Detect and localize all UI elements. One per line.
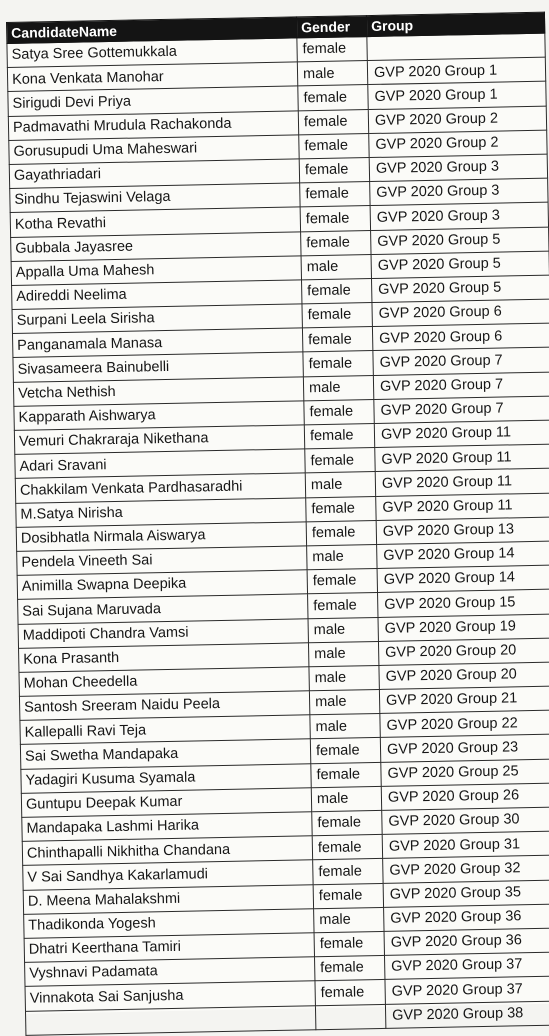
group-cell: GVP 2020 Group 37 bbox=[384, 952, 549, 980]
gender-cell: female bbox=[298, 85, 368, 111]
candidate-name-cell: Sai Sujana Maruvada bbox=[18, 594, 308, 624]
group-cell: GVP 2020 Group 31 bbox=[382, 831, 549, 859]
candidate-name-cell: Satya Sree Gottemukkala bbox=[7, 38, 297, 68]
group-cell: GVP 2020 Group 36 bbox=[384, 904, 549, 932]
candidate-name-cell: Kapparath Aishwarya bbox=[14, 401, 304, 431]
group-cell: GVP 2020 Group 5 bbox=[371, 275, 549, 303]
gender-cell: female bbox=[301, 230, 371, 256]
gender-cell: male bbox=[311, 786, 381, 812]
gender-cell: female bbox=[300, 182, 370, 208]
gender-cell: female bbox=[304, 424, 374, 450]
group-cell: GVP 2020 Group 7 bbox=[373, 348, 549, 376]
group-cell: GVP 2020 Group 3 bbox=[370, 178, 548, 206]
gender-cell: female bbox=[313, 859, 383, 885]
candidate-name-cell: Vemuri Chakraraja Nikethana bbox=[14, 425, 304, 455]
table-body bbox=[7, 33, 549, 1035]
candidate-name-cell: Sindhu Tejaswini Velaga bbox=[10, 183, 300, 213]
candidate-name-cell: D. Meena Mahalakshmi bbox=[23, 884, 313, 914]
gender-cell: female bbox=[312, 835, 382, 861]
gender-cell: female bbox=[302, 278, 372, 304]
candidate-name-cell: Mohan Cheedella bbox=[19, 667, 309, 697]
group-cell: GVP 2020 Group 23 bbox=[380, 734, 549, 762]
group-cell: GVP 2020 Group 2 bbox=[369, 130, 547, 158]
group-cell: GVP 2020 Group 38 bbox=[385, 1000, 549, 1028]
gender-cell: female bbox=[299, 133, 369, 159]
candidate-name-cell: Thadikonda Yogesh bbox=[24, 909, 314, 939]
gender-cell: female bbox=[315, 980, 385, 1006]
candidate-name-cell: Dosibhatla Nirmala Aiswarya bbox=[16, 522, 306, 552]
candidate-name-cell: Vinnakota Sai Sanjusha bbox=[25, 981, 315, 1011]
candidate-name-cell: Sivasameera Bainubelli bbox=[13, 352, 303, 382]
gender-cell: male bbox=[301, 254, 371, 280]
candidate-name-cell: Padmavathi Mrudula Rachakonda bbox=[8, 110, 298, 140]
gender-cell: female bbox=[314, 931, 384, 957]
gender-cell: female bbox=[313, 883, 383, 909]
gender-cell: female bbox=[315, 956, 385, 982]
gender-cell: male bbox=[310, 714, 380, 740]
candidate-name-cell: Dhatri Keerthana Tamiri bbox=[24, 933, 314, 963]
candidate-name-cell: Kotha Revathi bbox=[10, 207, 300, 237]
group-cell: GVP 2020 Group 15 bbox=[378, 589, 549, 617]
gender-cell: male bbox=[308, 641, 378, 667]
candidate-name-cell: Panganamala Manasa bbox=[12, 328, 302, 358]
gender-cell: male bbox=[308, 617, 378, 643]
group-cell: GVP 2020 Group 14 bbox=[377, 541, 549, 569]
gender-cell: female bbox=[306, 520, 376, 546]
header-gender: Gender bbox=[296, 16, 366, 38]
candidate-name-cell: Maddipoti Chandra Vamsi bbox=[18, 618, 308, 648]
group-cell: GVP 2020 Group 11 bbox=[374, 420, 549, 448]
gender-cell: male bbox=[309, 690, 379, 716]
candidate-name-cell: Appalla Uma Mahesh bbox=[11, 256, 301, 286]
gender-cell: male bbox=[297, 61, 367, 87]
candidate-name-cell: Guntupu Deepak Kumar bbox=[21, 788, 311, 818]
group-cell: GVP 2020 Group 30 bbox=[382, 807, 549, 835]
group-cell: GVP 2020 Group 20 bbox=[379, 662, 549, 690]
group-cell: GVP 2020 Group 14 bbox=[377, 565, 549, 593]
group-cell: GVP 2020 Group 32 bbox=[383, 855, 549, 883]
candidate-name-cell: Adari Sravani bbox=[15, 449, 305, 479]
group-cell: GVP 2020 Group 6 bbox=[372, 299, 549, 327]
group-cell: GVP 2020 Group 6 bbox=[372, 323, 549, 351]
candidate-name-cell: M.Satya Nirisha bbox=[16, 497, 306, 527]
gender-cell: female bbox=[297, 37, 367, 63]
gender-cell: female bbox=[310, 738, 380, 764]
group-cell: GVP 2020 Group 19 bbox=[378, 614, 549, 642]
candidate-name-cell: Kallepalli Ravi Teja bbox=[20, 715, 310, 745]
group-cell: GVP 2020 Group 5 bbox=[371, 251, 549, 279]
gender-cell: female bbox=[304, 399, 374, 425]
gender-cell: male bbox=[314, 907, 384, 933]
group-cell: GVP 2020 Group 11 bbox=[375, 468, 549, 496]
gender-cell: male bbox=[305, 472, 375, 498]
gender-cell: female bbox=[305, 448, 375, 474]
gender-cell: female bbox=[312, 810, 382, 836]
group-cell: GVP 2020 Group 20 bbox=[378, 638, 549, 666]
gender-cell: female bbox=[307, 569, 377, 595]
candidate-name-cell: Surpani Leela Sirisha bbox=[12, 304, 302, 334]
gender-cell bbox=[315, 1004, 385, 1030]
gender-cell: female bbox=[302, 327, 372, 353]
candidate-name-cell: Chakkilam Venkata Pardhasaradhi bbox=[15, 473, 305, 503]
candidate-name-cell: Santosh Sreeram Naidu Peela bbox=[19, 691, 309, 721]
candidate-name-cell: Gubbala Jayasree bbox=[11, 231, 301, 261]
candidate-name-cell: Sai Swetha Mandapaka bbox=[20, 739, 310, 769]
group-cell: GVP 2020 Group 7 bbox=[374, 396, 549, 424]
candidate-name-cell: Yadagiri Kusuma Syamala bbox=[21, 763, 311, 793]
group-cell: GVP 2020 Group 22 bbox=[380, 710, 549, 738]
gender-cell: female bbox=[311, 762, 381, 788]
gender-cell: female bbox=[298, 109, 368, 135]
header-candidate-name: CandidateName bbox=[7, 17, 297, 44]
candidate-name-cell: Mandapaka Lashmi Harika bbox=[22, 812, 312, 842]
group-cell: GVP 2020 Group 1 bbox=[367, 57, 545, 85]
group-cell: GVP 2020 Group 3 bbox=[369, 154, 547, 182]
gender-cell: female bbox=[308, 593, 378, 619]
gender-cell: female bbox=[303, 351, 373, 377]
gender-cell: male bbox=[307, 544, 377, 570]
candidate-name-cell: Sirigudi Devi Priya bbox=[8, 86, 298, 116]
group-cell: GVP 2020 Group 2 bbox=[368, 106, 546, 134]
header-group: Group bbox=[366, 12, 544, 36]
candidate-name-cell: Adireddi Neelima bbox=[12, 280, 302, 310]
scanned-candidate-list bbox=[6, 12, 549, 1024]
group-cell: GVP 2020 Group 35 bbox=[383, 880, 549, 908]
candidate-name-cell: Kona Prasanth bbox=[19, 642, 309, 672]
gender-cell: male bbox=[303, 375, 373, 401]
candidate-name-cell: Gayathriadari bbox=[9, 159, 299, 189]
group-cell: GVP 2020 Group 5 bbox=[371, 227, 549, 255]
group-cell: GVP 2020 Group 26 bbox=[381, 783, 549, 811]
group-cell: GVP 2020 Group 3 bbox=[370, 202, 548, 230]
gender-cell: female bbox=[300, 206, 370, 232]
group-cell: GVP 2020 Group 25 bbox=[381, 759, 549, 787]
gender-cell: male bbox=[309, 665, 379, 691]
gender-cell: female bbox=[299, 157, 369, 183]
gender-cell: female bbox=[302, 303, 372, 329]
gender-cell: female bbox=[306, 496, 376, 522]
candidate-name-cell: Animilla Swapna Deepika bbox=[17, 570, 307, 600]
group-cell: GVP 2020 Group 37 bbox=[385, 976, 549, 1004]
group-cell: GVP 2020 Group 11 bbox=[375, 444, 549, 472]
candidate-name-cell: Gorusupudi Uma Maheswari bbox=[9, 135, 299, 165]
candidate-table bbox=[6, 12, 549, 1036]
group-cell: GVP 2020 Group 7 bbox=[373, 372, 549, 400]
group-cell: GVP 2020 Group 21 bbox=[379, 686, 549, 714]
group-cell: GVP 2020 Group 36 bbox=[384, 928, 549, 956]
candidate-name-cell: V Sai Sandhya Kakarlamudi bbox=[23, 860, 313, 890]
group-cell: GVP 2020 Group 13 bbox=[376, 517, 549, 545]
group-cell bbox=[367, 33, 545, 61]
group-cell: GVP 2020 Group 11 bbox=[376, 493, 549, 521]
candidate-name-cell: Vyshnavi Padamata bbox=[25, 957, 315, 987]
candidate-name-cell: Chinthapalli Nikhitha Chandana bbox=[22, 836, 312, 866]
candidate-name-cell bbox=[25, 1005, 315, 1035]
candidate-name-cell: Kona Venkata Manohar bbox=[7, 62, 297, 92]
group-cell: GVP 2020 Group 1 bbox=[368, 82, 546, 110]
candidate-name-cell: Pendela Vineeth Sai bbox=[17, 546, 307, 576]
candidate-name-cell: Vetcha Nethish bbox=[13, 376, 303, 406]
